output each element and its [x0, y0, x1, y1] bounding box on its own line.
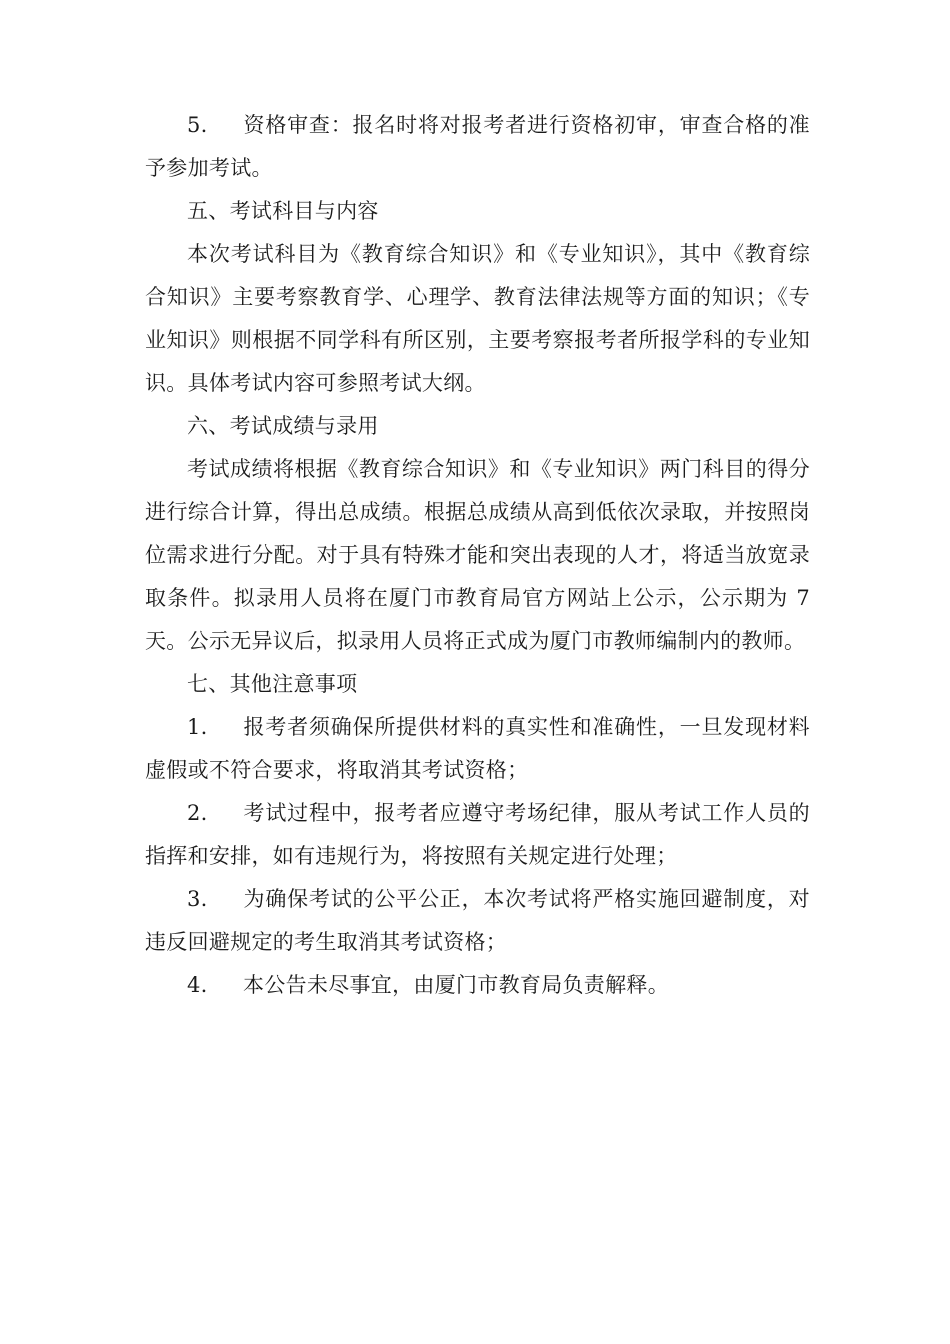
section-paragraph-6: 考试成绩将根据《教育综合知识》和《专业知识》两门科目的得分进行综合计算，得出总成绩。根据总成绩从高到低依次录取，并按照岗位需求进行分配。对于具有特殊才能和突出表现的人才，将适当放宽录取条件。拟录用人员将在厦门市教育局官方网站上公示，公示期为 7 天。公示无异议后，拟录用人员将正式成为厦门市教师编制内的教师。 — [145, 457, 810, 653]
section-heading-7: 七、其他注意事项 — [187, 672, 358, 696]
list-item-number: 4. — [187, 973, 208, 997]
document-body — [145, 104, 810, 1007]
list-item — [145, 104, 810, 190]
list-item-text: 为确保考试的公平公正，本次考试将严格实施回避制度，对违反回避规定的考生取消其考试资格； — [145, 887, 810, 954]
list-item-number: 3. — [187, 887, 208, 911]
list-item-text: 考试过程中，报考者应遵守考场纪律，服从考试工作人员的指挥和安排，如有违规行为，将按照有关规定进行处理； — [145, 801, 810, 868]
list-item-text: 资格审查：报名时将对报考者进行资格初审，审查合格的准予参加考试。 — [145, 113, 810, 180]
list-item-number: 1. — [187, 715, 208, 739]
list-item-text: 报考者须确保所提供材料的真实性和准确性，一旦发现材料虚假或不符合要求，将取消其考试资格； — [145, 715, 810, 782]
list-item-text: 本公告未尽事宜，由厦门市教育局负责解释。 — [243, 973, 669, 997]
section-heading-5: 五、考试科目与内容 — [187, 199, 379, 223]
list-item — [145, 792, 810, 878]
section-heading-6: 六、考试成绩与录用 — [187, 414, 379, 438]
list-item-number: 2. — [187, 801, 208, 825]
section-paragraph-5: 本次考试科目为《教育综合知识》和《专业知识》，其中《教育综合知识》主要考察教育学、心理学、教育法律法规等方面的知识；《专业知识》则根据不同学科有所区别，主要考察报考者所报学科的专业知识。具体考试内容可参照考试大纲。 — [145, 242, 810, 395]
list-item-number: 5. — [187, 113, 208, 137]
list-item — [145, 706, 810, 792]
list-item — [145, 964, 810, 1007]
list-item — [145, 878, 810, 964]
